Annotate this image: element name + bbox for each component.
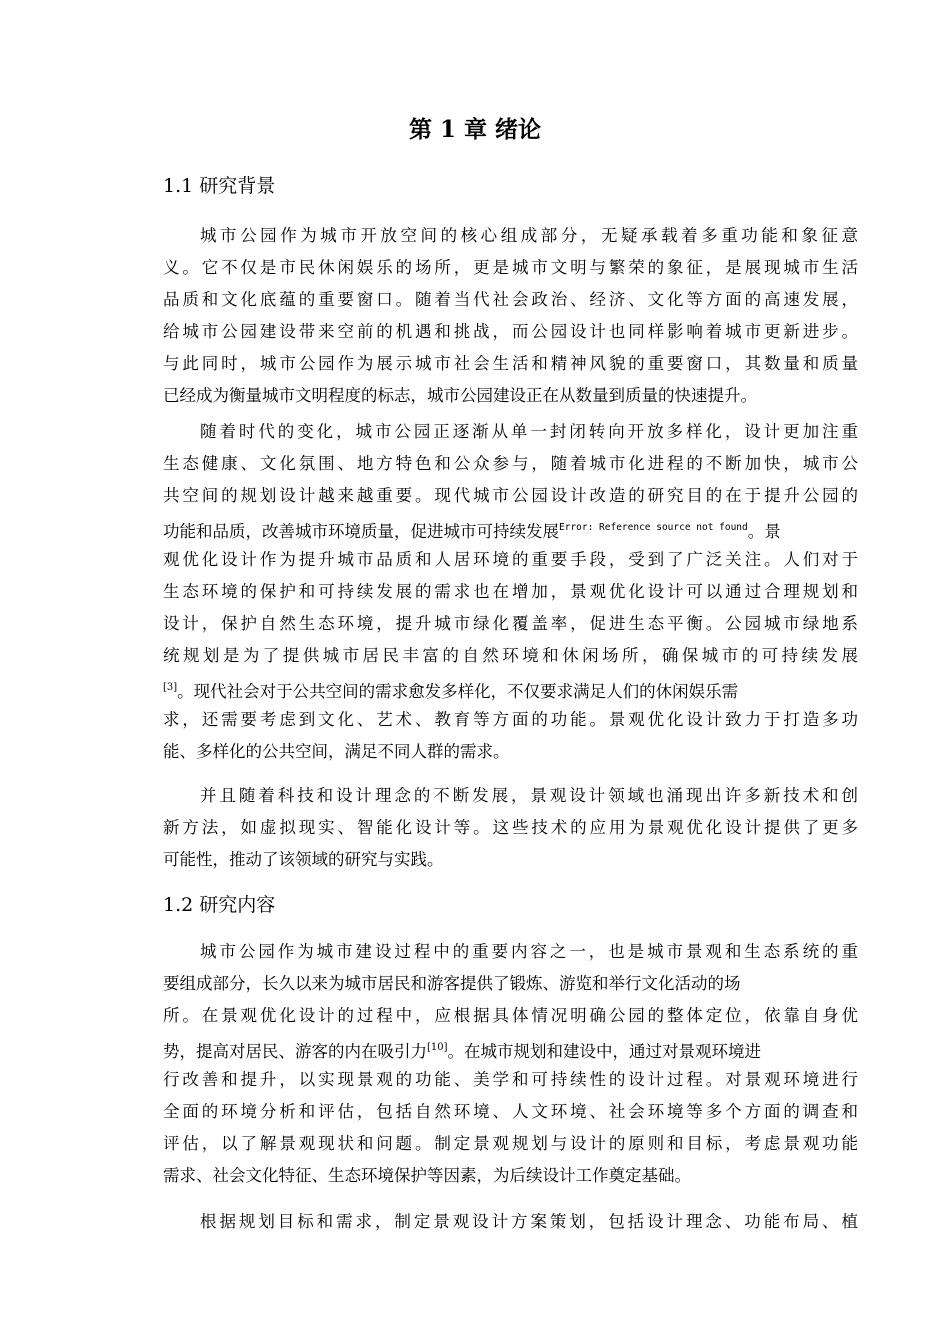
paragraph-line: 行改善和提升，以实现景观的功能、美学和可持续性的设计过程。对景观环境进行	[163, 1070, 858, 1089]
paragraph-line: 全面的环境分析和评估，包括自然环境、人文环境、社会环境等多个方面的调查和	[163, 1102, 858, 1121]
paragraph-line: 义。它不仅是市民休闲娱乐的场所，更是城市文明与繁荣的象征，是展现城市生活	[163, 258, 858, 277]
section-heading-1-2: 1.2 研究内容	[163, 894, 276, 916]
paragraph-line: 需求、社会文化特征、生态环境保护等因素，为后续设计工作奠定基础。	[163, 1166, 691, 1185]
paragraph-line: 评估，以了解景观现状和问题。制定景观规划与设计的原则和目标，考虑景观功能	[163, 1134, 858, 1153]
paragraph-line	[163, 672, 738, 708]
paragraph-line: 所。在景观优化设计的过程中，应根据具体情况明确公园的整体定位，依靠自身优	[163, 1006, 858, 1025]
paragraph-line: 与此同时，城市公园作为展示城市社会生活和精神风貌的重要窗口，其数量和质量	[163, 354, 858, 373]
citation: [3]	[163, 682, 178, 693]
paragraph-text: 。在城市规划和建设中，通过对景观环境进	[447, 1042, 762, 1061]
paragraph-line: 已经成为衡量城市文明程度的标志，城市公园建设正在从数量到质量的快速提升。	[163, 386, 757, 405]
citation: [10]	[427, 1042, 448, 1053]
paragraph-line: 可能性，推动了该领域的研究与实践。	[163, 850, 444, 869]
paragraph-line: 城市公园作为城市建设过程中的重要内容之一，也是城市景观和生态系统的重	[200, 942, 858, 961]
paragraph-line: 生态环境的保护和可持续发展的需求也在增加，景观优化设计可以通过合理规划和	[163, 582, 858, 601]
paragraph-line: 并且随着科技和设计理念的不断发展，景观设计领域也涌现出许多新技术和创	[200, 786, 858, 805]
paragraph-line: 能、多样化的公共空间，满足不同人群的需求。	[163, 742, 510, 761]
paragraph-line: 生态健康、文化氛围、地方特色和公众参与，随着城市化进程的不断加快，城市公	[163, 454, 858, 473]
paragraph-line: 新方法，如虚拟现实、智能化设计等。这些技术的应用为景观优化设计提供了更多	[163, 818, 858, 837]
paragraph-text: 。现代社会对于公共空间的需求愈发多样化，不仅要求满足人们的休闲娱乐需	[177, 682, 739, 701]
paragraph-line: 共空间的规划设计越来越重要。现代城市公园设计改造的研究目的在于提升公园的	[163, 486, 858, 505]
paragraph-line: 设计，保护自然生态环境，提升城市绿化覆盖率，促进生态平衡。公园城市绿地系	[163, 614, 858, 633]
paragraph-line: 统规划是为了提供城市居民丰富的自然环境和休闲场所，确保城市的可持续发展	[163, 646, 858, 665]
paragraph-line: 随着时代的变化，城市公园正逐渐从单一封闭转向开放多样化，设计更加注重	[200, 422, 858, 441]
paragraph-line	[163, 512, 781, 548]
paragraph-line	[163, 1032, 761, 1068]
paragraph-line: 给城市公园建设带来空前的机遇和挑战，而公园设计也同样影响着城市更新进步。	[163, 322, 858, 341]
paragraph-text: 功能和品质，改善城市环境质量，促进城市可持续发展	[163, 522, 559, 541]
paragraph-line: 观优化设计作为提升城市品质和人居环境的重要手段，受到了广泛关注。人们对于	[163, 550, 858, 569]
paragraph-line: 城市公园作为城市开放空间的核心组成部分，无疑承载着多重功能和象征意	[200, 226, 858, 245]
chapter-title: 第 1 章 绪论	[408, 116, 542, 143]
paragraph-line: 品质和文化底蕴的重要窗口。随着当代社会政治、经济、文化等方面的高速发展，	[163, 290, 858, 309]
paragraph-text: 。景	[747, 522, 781, 541]
reference-error: Error: Reference source not found	[559, 522, 748, 533]
paragraph-line: 要组成部分，长久以来为城市居民和游客提供了锻炼、游览和举行文化活动的场	[163, 974, 741, 993]
paragraph-text: 势，提高对居民、游客的内在吸引力	[163, 1042, 427, 1061]
section-heading-1-1: 1.1 研究背景	[163, 175, 276, 197]
paragraph-line: 根据规划目标和需求，制定景观设计方案策划，包括设计理念、功能布局、植	[200, 1212, 858, 1231]
paragraph-line: 求，还需要考虑到文化、艺术、教育等方面的功能。景观优化设计致力于打造多功	[163, 710, 858, 729]
